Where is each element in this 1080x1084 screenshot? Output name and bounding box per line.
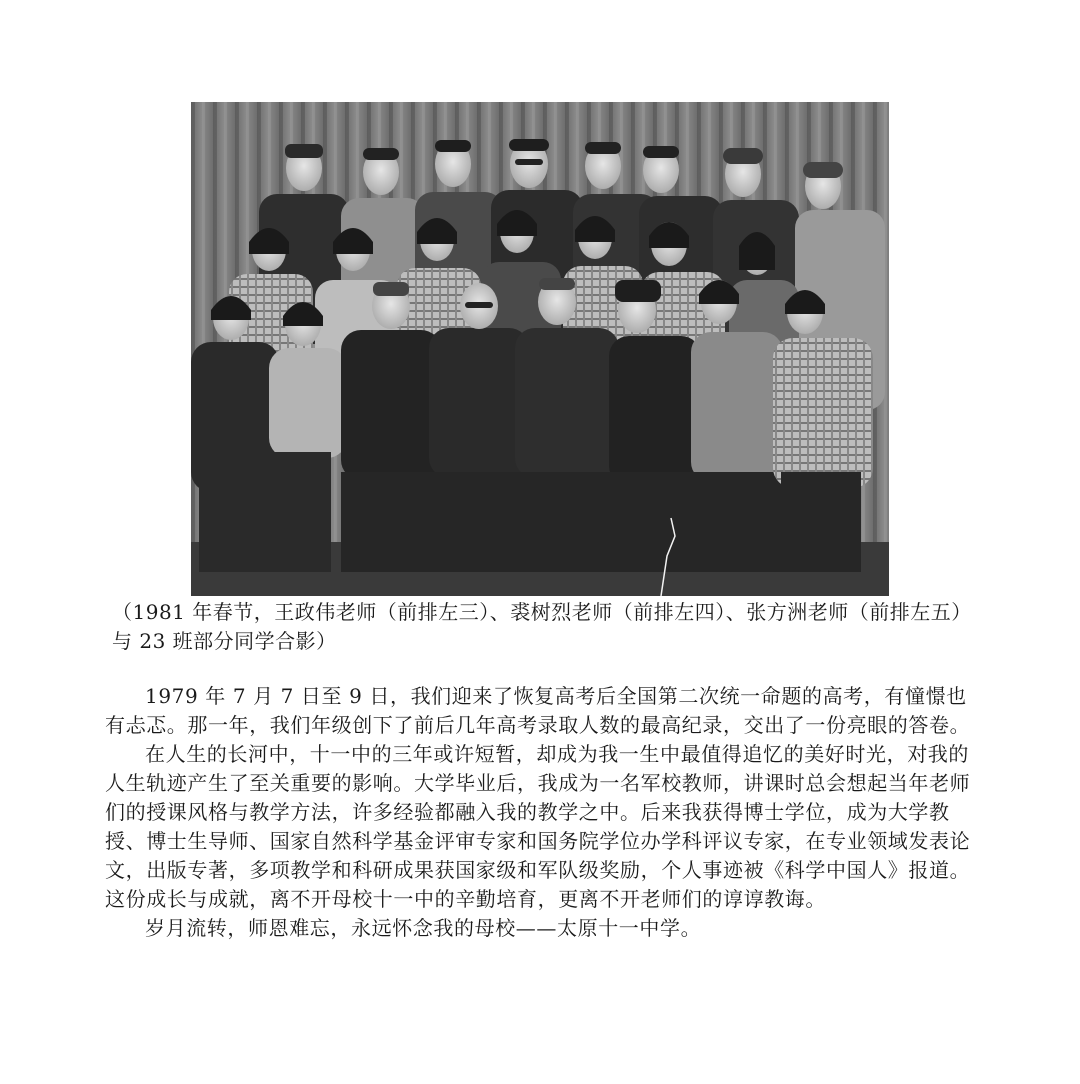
article-body — [105, 682, 980, 943]
photo-caption: （1981 年春节，王政伟老师（前排左三）、裘树烈老师（前排左四）、张方洲老师（前排左五）与 23 班部分同学合影） — [112, 600, 972, 653]
paragraph-2: 在人生的长河中，十一中的三年或许短暂，却成为我一生中最值得追忆的美好时光，对我的人生轨迹产生了至关重要的影响。大学毕业后，我成为一名军校教师，讲课时总会想起当年老师们的授课风格与教学方法，许多经验都融入我的教学之中。后来我获得博士学位，成为大学教授、博士生导师、国家自然科学基金评审专家和国务院学位办学科评议专家，在专业领域发表论文，出版专著，多项教学和科研成果获国家级和军队级奖励，个人事迹被《科学中国人》报道。这份成长与成就，离不开母校十一中的辛勤培育，更离不开老师们的谆谆教诲。 — [105, 742, 971, 911]
paragraph-1: 1979 年 7 月 7 日至 9 日，我们迎来了恢复高考后全国第二次统一命题的高考，有憧憬也有忐忑。那一年，我们年级创下了前后几年高考录取人数的最高纪录，交出了一份亮眼的答卷。 — [105, 684, 971, 737]
group-photo-image — [191, 102, 889, 596]
group-photo — [191, 102, 889, 596]
paragraph-3: 岁月流转，师恩难忘，永远怀念我的母校——太原十一中学。 — [145, 916, 702, 940]
